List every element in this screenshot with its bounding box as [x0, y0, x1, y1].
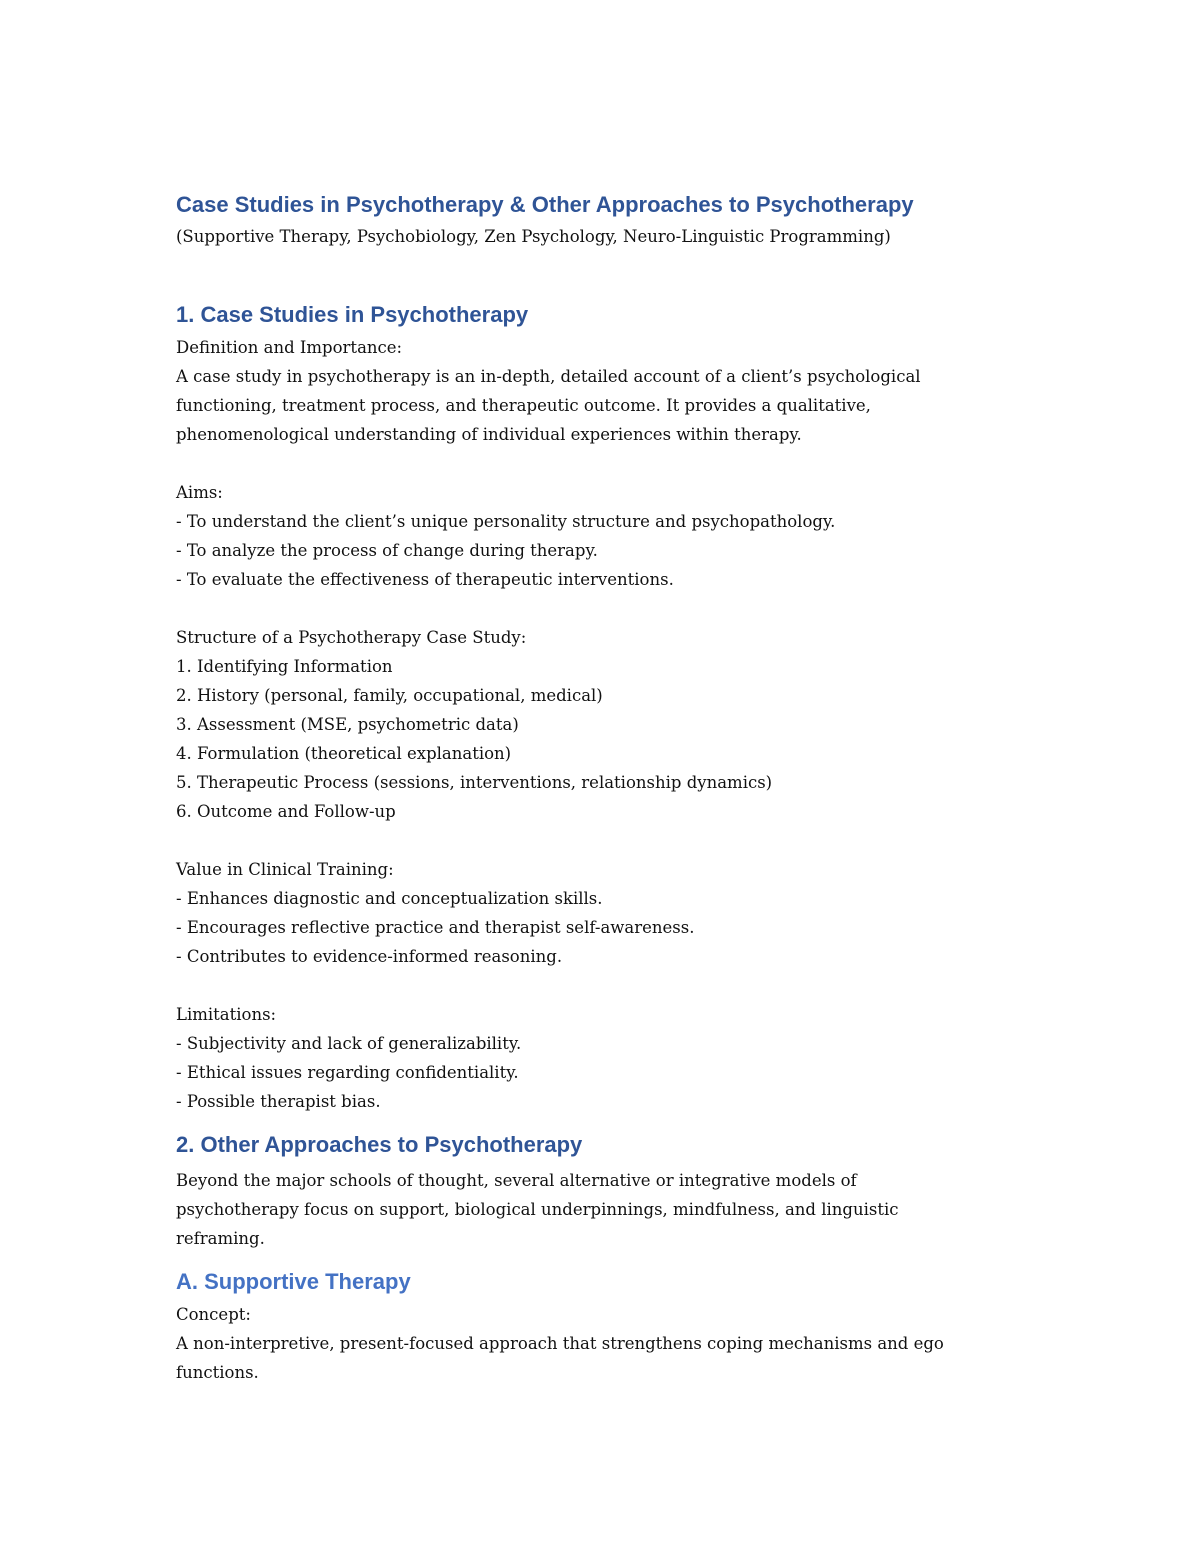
value-item: - Enhances diagnostic and conceptualization skills.: [176, 889, 603, 908]
structure-item: 4. Formulation (theoretical explanation): [176, 744, 512, 763]
section-2-intro-line: Beyond the major schools of thought, several alternative or integrative models of: [176, 1171, 857, 1190]
section-2-intro-line: psychotherapy focus on support, biological underpinnings, mindfulness, and linguistic: [176, 1200, 899, 1219]
limitations-item: - Possible therapist bias.: [176, 1092, 381, 1111]
limitations-item: - Subjectivity and lack of generalizability.: [176, 1034, 522, 1053]
definition-label: Definition and Importance:: [176, 338, 403, 357]
document-subtitle: (Supportive Therapy, Psychobiology, Zen Psychology, Neuro-Linguistic Programming): [176, 227, 891, 246]
definition-line: phenomenological understanding of individual experiences within therapy.: [176, 425, 802, 444]
section-2-heading: 2. Other Approaches to Psychotherapy: [176, 1132, 583, 1157]
definition-line: A case study in psychotherapy is an in-depth, detailed account of a client’s psychological: [176, 367, 921, 386]
value-label: Value in Clinical Training:: [176, 860, 394, 879]
document-page: [176, 188, 1046, 1387]
aims-item: - To understand the client’s unique personality structure and psychopathology.: [176, 512, 836, 531]
structure-label: Structure of a Psychotherapy Case Study:: [176, 628, 527, 647]
limitations-label: Limitations:: [176, 1005, 277, 1024]
section-2-intro-line: reframing.: [176, 1229, 265, 1248]
definition-line: functioning, treatment process, and therapeutic outcome. It provides a qualitative,: [176, 396, 871, 415]
aims-label: Aims:: [176, 483, 223, 502]
limitations-item: - Ethical issues regarding confidentiality.: [176, 1063, 519, 1082]
structure-item: 1. Identifying Information: [176, 657, 393, 676]
concept-line: A non-interpretive, present-focused approach that strengthens coping mechanisms and ego: [176, 1334, 944, 1353]
structure-item: 3. Assessment (MSE, psychometric data): [176, 715, 519, 734]
document-title: Case Studies in Psychotherapy & Other Approaches to Psychotherapy: [176, 192, 914, 217]
aims-item: - To evaluate the effectiveness of therapeutic interventions.: [176, 570, 674, 589]
value-item: - Contributes to evidence-informed reasoning.: [176, 947, 563, 966]
value-item: - Encourages reflective practice and therapist self-awareness.: [176, 918, 695, 937]
section-1-heading: 1. Case Studies in Psychotherapy: [176, 302, 529, 327]
concept-line: functions.: [176, 1363, 259, 1382]
section-a-heading: A. Supportive Therapy: [176, 1269, 411, 1294]
aims-item: - To analyze the process of change during therapy.: [176, 541, 598, 560]
structure-item: 5. Therapeutic Process (sessions, interventions, relationship dynamics): [176, 773, 773, 792]
structure-item: 6. Outcome and Follow-up: [176, 802, 396, 821]
structure-item: 2. History (personal, family, occupational, medical): [176, 686, 603, 705]
concept-label: Concept:: [176, 1305, 251, 1324]
